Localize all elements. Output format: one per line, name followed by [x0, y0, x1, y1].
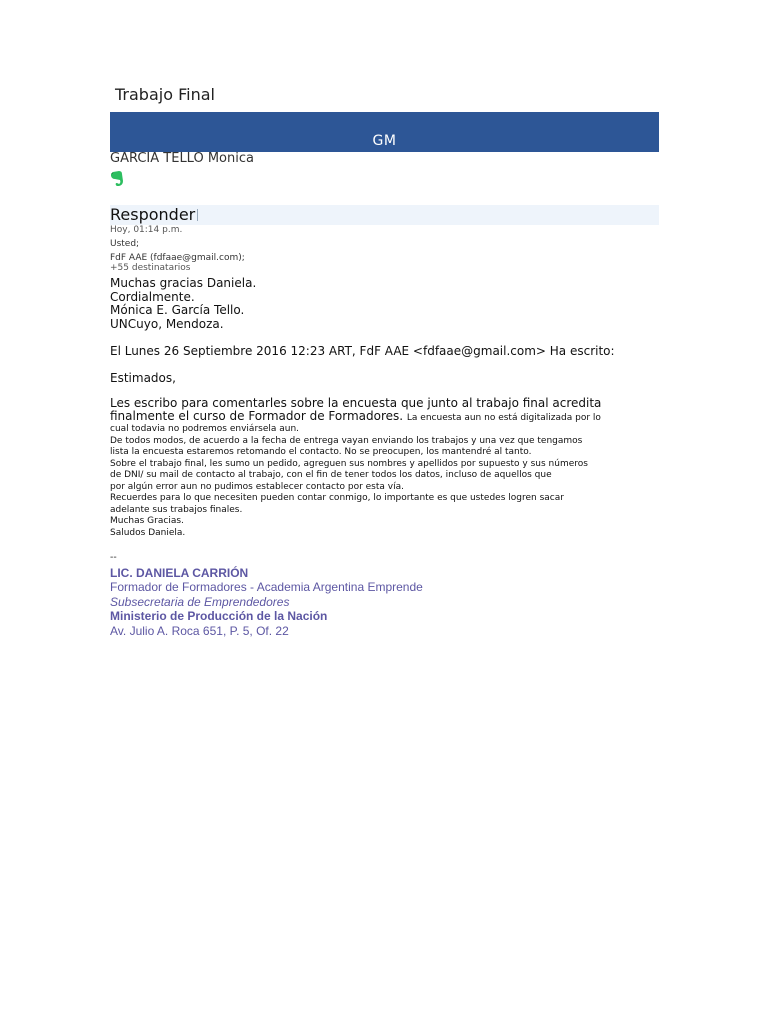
- message-line: Muchas gracias Daniela.: [110, 276, 257, 290]
- quoted-small-line: adelante sus trabajos finales.: [110, 504, 243, 515]
- quoted-small-line: Recuerdes para lo que necesiten pueden contar conmigo, lo importante es que ustedes logren sacar: [110, 493, 564, 503]
- quoted-small-line: Sobre el trabajo final, les sumo un pedido, agreguen sus nombres y apellidos por supuesto y sus números: [110, 458, 588, 469]
- message-line: Cordialmente.: [110, 289, 195, 304]
- sender-initials-avatar: GM: [372, 133, 397, 149]
- reply-button[interactable]: [110, 205, 198, 224]
- message-time: Hoy, 01:14 p.m.: [110, 225, 183, 235]
- reply-separator: [197, 209, 198, 221]
- sender-banner: [110, 112, 659, 152]
- quoted-line-mixed: [110, 410, 601, 425]
- more-recipients-link[interactable]: +55 destinatarios: [110, 263, 191, 273]
- quoted-line: Les escribo para comentarles sobre la encuesta que junto al trabajo final acredita: [110, 396, 602, 410]
- evernote-icon[interactable]: [110, 170, 124, 187]
- sender-name: GARCIA TELLO Monica: [110, 151, 254, 166]
- quoted-small-line: lista la encuesta estaremos retomando el contacto. No se preocupen, los mantendré al tanto.: [110, 447, 532, 457]
- quoted-line: finalmente el curso de Formador de Formadores.: [110, 409, 404, 423]
- quoted-small-text: [110, 424, 588, 539]
- signature-address: Av. Julio A. Roca 651, P. 5, Of. 22: [110, 623, 289, 638]
- signature-role: Formador de Formadores - Academia Argentina Emprende: [110, 580, 423, 594]
- quoted-small-line: Saludos Daniela.: [110, 527, 186, 538]
- recipient-you: Usted;: [110, 239, 140, 249]
- signature-ministry: Ministerio de Producción de la Nación: [110, 609, 328, 623]
- recipient-address[interactable]: FdF AAE (fdfaae@gmail.com);: [110, 253, 245, 263]
- page-title: Trabajo Final: [115, 85, 215, 104]
- quoted-small-line: De todos modos, de acuerdo a la fecha de entrega vayan enviando los trabajos y una vez que tengamos: [110, 435, 583, 446]
- signature-subsecretaria: Subsecretaria de Emprendedores: [110, 594, 290, 609]
- signature-name: LIC. DANIELA CARRIÓN: [110, 565, 249, 580]
- message-line: UNCuyo, Mendoza.: [110, 316, 224, 331]
- quoted-small-line: Muchas Gracias.: [110, 516, 184, 526]
- quoted-line-small: La encuesta aun no está digitalizada por lo: [406, 413, 601, 423]
- message-line: Mónica E. García Tello.: [110, 303, 245, 318]
- message-body: [110, 277, 256, 331]
- quoted-header: El Lunes 26 Septiembre 2016 12:23 ART, FdF AAE <fdfaae@gmail.com> Ha escrito:: [110, 344, 615, 358]
- reply-label: Responder: [110, 205, 196, 224]
- quoted-paragraph: [110, 397, 601, 425]
- reply-bar: [110, 205, 659, 225]
- signature-separator: --: [110, 552, 117, 563]
- quoted-greeting: Estimados,: [110, 371, 176, 385]
- quoted-small-line: de DNI/ su mail de contacto al trabajo, con el fin de tener todos los datos, incluso de aquellos que: [110, 470, 552, 480]
- quoted-small-line: por algún error aun no pudimos establecer contacto por esta vía.: [110, 481, 404, 492]
- quoted-small-line: cual todavia no podremos enviársela aun.: [110, 424, 300, 434]
- signature-block: [110, 551, 423, 638]
